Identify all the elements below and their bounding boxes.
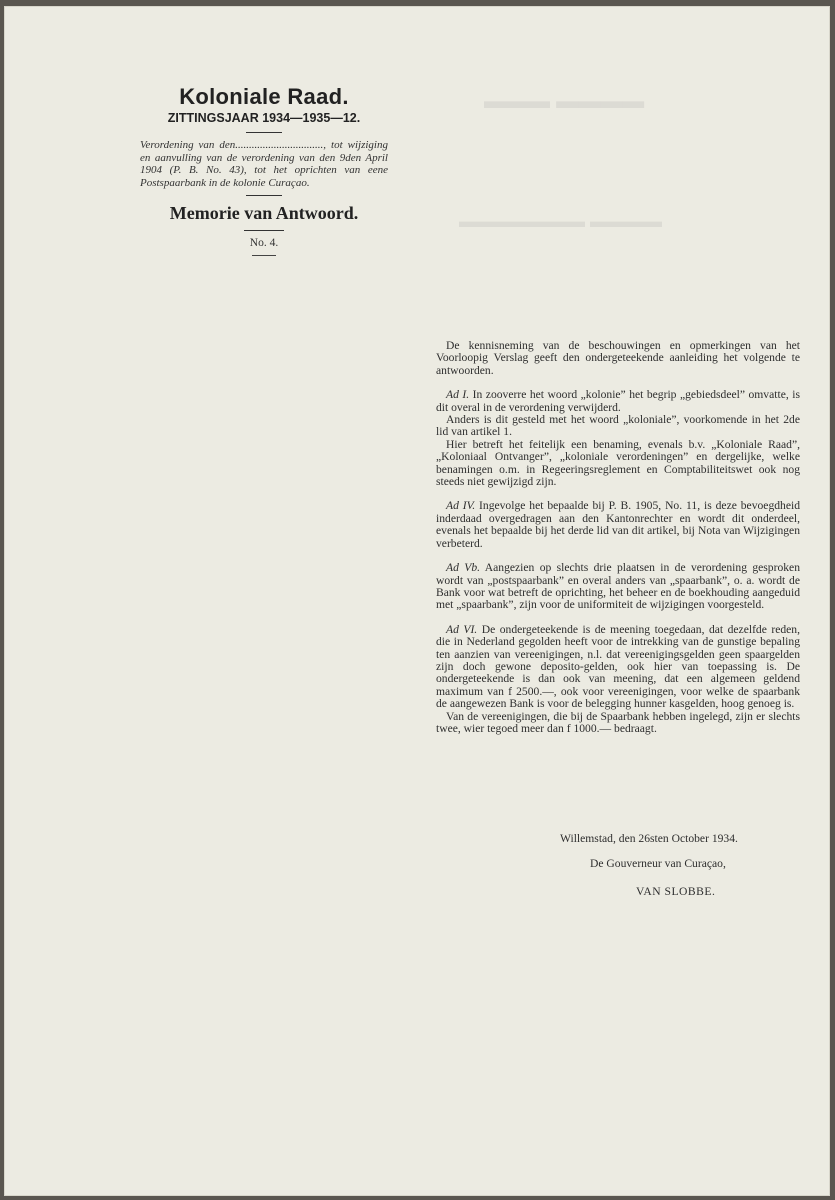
divider <box>244 230 284 231</box>
document-header <box>134 84 394 256</box>
ad-4-paragraph: Ad IV. Ingevolge het bepaalde bij P. B. 1905, No. 11, is deze bevoegdheid inderdaad overgedragen aan den Kantonrechter en wordt dit onderdeel, evenals het bepaalde bij het derde lid van dit artikel, bij Nota van Wijzigingen verbeterd. <box>436 499 800 550</box>
signatory-name: VAN SLOBBE. <box>636 885 716 898</box>
signatory-office: De Gouverneur van Curaçao, <box>590 857 726 870</box>
article-reference: Ad VI. <box>446 622 478 636</box>
show-through-decoration: ▬▬▬▬ ▬▬▬▬▬▬▬ <box>459 211 663 231</box>
document-type: Memorie van Antwoord. <box>169 203 359 224</box>
memo-body <box>436 340 800 747</box>
article-reference: Ad Vb. <box>446 561 481 575</box>
ad-6-paragraph-2: Van de vereenigingen, die bij de Spaarbank hebben ingelegd, zijn er slechts twee, wier tegoed meer dan f 1000.— bedraagt. <box>436 709 800 735</box>
ad-1-paragraph-3: Hier betreft het feitelijk een benaming, evenals b.v. „Koloniale Raad”, „Koloniaal Ontvanger”, „koloniale verordeningen” en dergelijke, welke benamingen o.m. in Regeeringsreglement en Comptabiliteitswet ook nog steeds niet gewijzigd zijn. <box>436 437 800 489</box>
council-title: Koloniale Raad. <box>179 84 349 109</box>
ad-1-paragraph-2: Anders is dit gesteld met het woord „koloniale”, voorkomende in het 2de lid van artikel 1. <box>436 413 800 439</box>
show-through-decoration: ▬▬▬▬ ▬▬▬ <box>484 88 645 113</box>
ad-6-paragraph: Ad VI. De ondergeteekende is de meening toegedaan, dat dezelfde reden, die in Nederland gegolden heeft voor de intrekking van de gunstige bepaling ten aanzien van vereenigingen, n.l. dat vereenigingsgelden geen spaargelden zijn doch gewone deposito-gelden, ook hier van toepassing is. De ondergeteekende is dan ook van meening, dat een algemeen geldend maximum van f 2500.—, ook voor vereenigingen, voor welke de spaarbank de aangewezen Bank is voor de belegging hunner kasgelden, hoog genoeg is. <box>436 622 801 711</box>
article-reference: Ad I. <box>446 388 470 402</box>
divider <box>252 255 276 256</box>
article-reference: Ad IV. <box>446 499 476 513</box>
ad-1-paragraph: Ad I. In zooverre het woord „kolonie” het begrip „gebiedsdeel” omvatte, is dit overal in de verordening verwijderd. <box>436 388 800 414</box>
document-page <box>4 6 830 1196</box>
ordinance-subject: Verordening van den................................, tot wijziging en aanvulling van de verordening van den 9den April 1904 (P. B. No. 43), tot het oprichten van eene Postspaarbank in de kolonie Curaçao. <box>140 139 388 189</box>
document-number: No. 4. <box>249 237 279 250</box>
place-date: Willemstad, den 26sten October 1934. <box>560 832 738 845</box>
divider <box>246 195 282 196</box>
ad-5b-paragraph: Ad Vb. Aangezien op slechts drie plaatsen in de verordening gesproken wordt van „postspaarbank” en overal anders van „spaarbank”, o. a. wordt de Bank voor wat betreft de oprichting, het beheer en de boekhouding aangeduid met „spaarbank”, zijn voor de uniformiteit de wijzigingen voorgesteld. <box>436 561 801 612</box>
divider <box>246 132 282 133</box>
intro-paragraph: De kennisneming van de beschouwingen en opmerkingen van het Voorloopig Verslag geeft den ondergeteekende aanleiding het volgende te antwoorden. <box>436 339 800 377</box>
session-year: ZITTINGSJAAR 1934—1935—12. <box>167 111 361 125</box>
